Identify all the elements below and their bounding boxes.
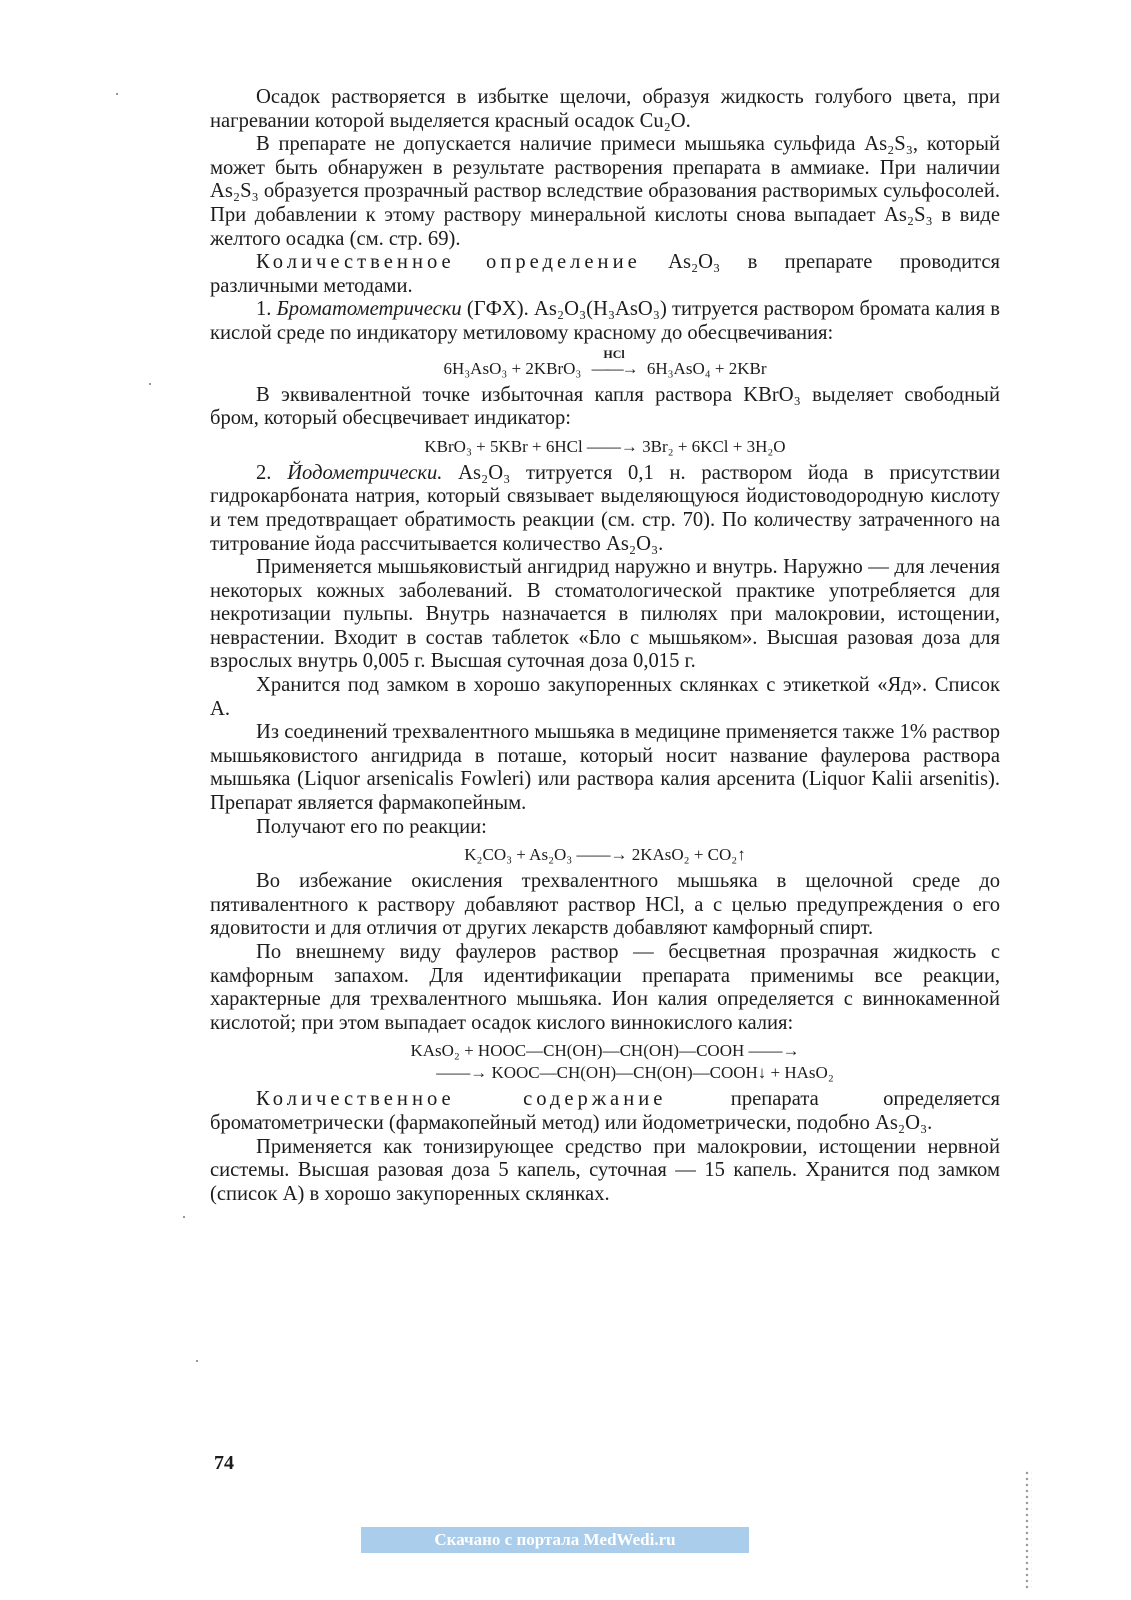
reaction-arrow [591, 346, 637, 380]
spaced-heading: Количественное определение [256, 251, 641, 274]
paragraph-text: (ГФХ). As₂O₃(H₃AsO₃) титруется раствором бромата калия в кислой среде по индикатору метиловому красному до обесцвечивания: [210, 298, 1000, 344]
formula-tartrate-line-2: ——→ KOOC—CH(OH)—CH(OH)—COOH↓ + HAsO₂ [436, 1063, 834, 1083]
scan-edge-dots [1024, 1470, 1032, 1590]
scan-speck [196, 1360, 198, 1362]
list-number: 2. [256, 461, 288, 484]
formula-tartrate-line-1: KAsO₂ + HOOC—CH(OH)—CH(OH)—COOH ——→ [410, 1041, 800, 1061]
paragraph: Применяется как тонизирующее средство при малокровии, истощении нервной системы. Высшая разовая доза 5 капель, суточная — 15 капель. Хранится под замком (список А) в хорошо закупоренных склянках. [210, 1135, 1000, 1205]
paragraph [210, 251, 1000, 298]
method-title: Йодометрически. [287, 461, 443, 484]
paragraph [210, 1088, 1000, 1135]
paragraph: В эквивалентной точке избыточная капля раствора KBrO₃ выделяет свободный бром, который обесцвечивает индикатор: [210, 383, 1000, 430]
paragraph-text: препарата определяется броматометрически (фармакопейный метод) или йодометрически, подобно As₂O₃. [210, 1088, 1000, 1134]
paragraph: Осадок растворяется в избытке щелочи, образуя жидкость голубого цвета, при нагревании которой выделяется красный осадок Cu₂O. [210, 86, 1000, 132]
formula-left: 6H₃AsO₃ + 2KBrO₃ [443, 358, 582, 378]
scan-speck [116, 93, 118, 95]
paragraph [210, 462, 1000, 556]
page-number: 74 [214, 1452, 234, 1474]
paragraph-text: As₂O₃ титруется 0,1 н. раствором йода в присутствии гидрокарбоната натрия, который связывает выделяющуюся йодистоводородную кислоту и тем предотвращает обратимость реакции (см. стр. 70). По количеству затраченного на титрование йода рассчитывается количество As₂O₃. [210, 461, 1001, 555]
page-content [210, 86, 1000, 1206]
formula-bromine-release: KBrO₃ + 5KBr + 6HCl ——→ 3Br₂ + 6KCl + 3H₂O [424, 436, 786, 456]
formula-right: 6H₃AsO₄ + 2KBr [646, 358, 767, 378]
arrow-condition: HCl [603, 346, 625, 361]
scan-speck [183, 1216, 185, 1218]
list-number: 1. [256, 298, 277, 321]
paragraph: В препарате не допускается наличие примеси мышьяка сульфида As₂S₃, который может быть обнаружен в результате растворения препарата в аммиаке. При наличии As₂S₃ образуется прозрачный раствор вследствие образования растворимых сульфосолей. При добавлении к этому раствору минеральной кислоты снова выпадает As₂S₃ в виде желтого осадка (см. стр. 69). [210, 133, 1000, 250]
paragraph: По внешнему виду фаулеров раствор — бесцветная прозрачная жидкость с камфорным запахом. Для идентификации препарата применимы все реакции, характерные для трехвалентного мышьяка. Ион калия определяется с виннокаменной кислотой; при этом выпадает осадок кислого виннокислого калия: [210, 941, 1000, 1034]
method-title: Броматометрически [276, 298, 462, 321]
formula-bromate-reaction [210, 346, 1000, 380]
arrow-glyph: ——→ [591, 358, 637, 378]
formula-arsenite-preparation: K₂CO₃ + As₂O₃ ——→ 2KAsO₂ + CO₂↑ [464, 845, 746, 865]
paragraph: Из соединений трехвалентного мышьяка в медицине применяется также 1% раствор мышьяковистого ангидрида в поташе, который носит название фаулерова раствора мышьяка (Liquor arsenicalis Fowleri) или раствора калия арсенита (Liquor Kalii arsenitis). Препарат является фармакопейным. [210, 721, 1000, 815]
spaced-heading: Количественное содержание [256, 1088, 667, 1111]
paragraph-text: As₂O₃ в препарате проводится различными методами. [210, 251, 1000, 297]
paragraph: Применяется мышьяковистый ангидрид наружно и внутрь. Наружно — для лечения некоторых кожных заболеваний. В стоматологической практике употребляется для некротизации пульпы. Внутрь назначается в пилюлях при малокровии, истощении, неврастении. Входит в состав таблеток «Бло с мышьяком». Высшая разовая доза для взрослых внутрь 0,005 г. Высшая суточная доза 0,015 г. [210, 556, 1000, 673]
paragraph: Хранится под замком в хорошо закупоренных склянках с этикеткой «Яд». Список А. [210, 674, 1000, 720]
scan-speck [149, 383, 151, 385]
download-banner[interactable]: Скачано с портала MedWedi.ru [361, 1527, 749, 1553]
paragraph [210, 298, 1000, 345]
paragraph: Во избежание окисления трехвалентного мышьяка в щелочной среде до пятивалентного к раствору добавляют раствор HCl, а с целью предупреждения о его ядовитости и для отличия от других лекарств добавляют камфорный спирт. [210, 870, 1000, 940]
paragraph: Получают его по реакции: [256, 815, 487, 838]
